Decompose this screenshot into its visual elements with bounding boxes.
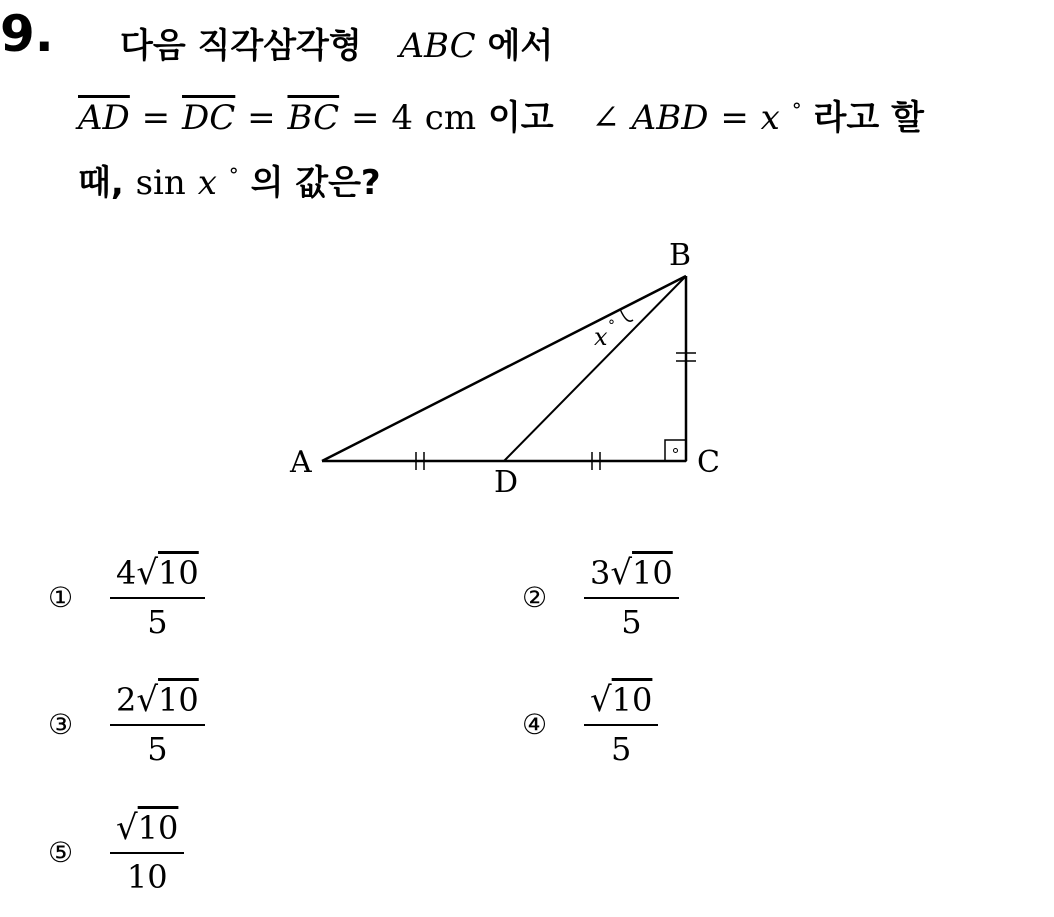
radicand: 10 — [158, 554, 199, 592]
variable-x: x — [760, 98, 780, 138]
choice-fraction — [110, 680, 205, 768]
denominator: 5 — [621, 603, 642, 641]
sqrt-icon: √ — [610, 553, 633, 593]
triangle-name: ABC — [399, 26, 476, 66]
right-angle-mark — [665, 440, 686, 461]
segment-dc: $\overline{DC}$ — [182, 98, 236, 138]
vertex-label-a: A — [290, 445, 312, 480]
sqrt-icon: √ — [136, 680, 159, 720]
coefficient: 2 — [116, 681, 137, 719]
coefficient: 3 — [590, 554, 611, 592]
radicand: 10 — [611, 681, 653, 719]
angle-label-degree: ° — [608, 318, 615, 334]
radicand: 10 — [632, 554, 673, 592]
right-angle-dot — [674, 449, 678, 453]
sqrt-icon: √ — [116, 808, 138, 848]
radicand: 10 — [158, 681, 199, 719]
choice-marker: ③ — [48, 707, 74, 741]
equals-sign: = — [141, 98, 171, 138]
side-ab — [322, 276, 686, 461]
choice-1[interactable] — [48, 553, 205, 641]
denominator: 5 — [147, 730, 168, 768]
segment-bd — [504, 276, 686, 461]
choice-fraction — [110, 553, 205, 641]
choice-marker: ④ — [522, 707, 548, 741]
vertex-label-b: B — [669, 238, 692, 273]
ask-prefix: 때, — [78, 163, 124, 203]
denominator: 5 — [611, 730, 632, 768]
equals-sign: = — [247, 98, 276, 138]
length-unit: cm — [424, 98, 477, 138]
vertex-label-c: C — [697, 445, 720, 480]
choice-marker: ① — [48, 580, 74, 614]
segment-ad: $\overline{AD}$ — [78, 98, 130, 138]
condition-word: 이고 — [487, 98, 554, 138]
degree-symbol: ° — [791, 98, 802, 122]
equals-sign: = — [720, 98, 749, 138]
choice-fraction — [110, 808, 184, 896]
choice-fraction — [584, 680, 658, 768]
sqrt-icon: √ — [136, 553, 159, 593]
choice-marker: ⑤ — [48, 835, 74, 869]
sqrt-icon: √ — [590, 680, 612, 720]
degree-symbol: ° — [228, 163, 239, 187]
choice-fraction — [584, 553, 679, 641]
sin-function: sin — [135, 163, 186, 203]
angle-name: ABD — [631, 98, 709, 138]
condition-end: 라고 할 — [813, 98, 924, 138]
equals-sign: = — [350, 98, 380, 138]
choice-2[interactable] — [522, 553, 679, 641]
coefficient: 4 — [116, 554, 137, 592]
segment-bc: $\overline{BC}$ — [287, 98, 340, 138]
vertex-label-d: D — [494, 465, 519, 500]
angle-arc — [620, 309, 633, 321]
length-value: 4 — [391, 98, 413, 138]
question-number: 9. — [0, 5, 54, 63]
question-intro-end: 에서 — [487, 26, 554, 66]
choice-4[interactable] — [522, 680, 658, 768]
variable-x: x — [197, 163, 217, 203]
ask-suffix: 의 값은? — [250, 163, 381, 203]
denominator: 5 — [147, 603, 168, 641]
choice-marker: ② — [522, 580, 548, 614]
angle-symbol: ∠ — [591, 98, 620, 138]
denominator: 10 — [126, 858, 168, 896]
angle-label-x: x — [594, 323, 608, 351]
radicand: 10 — [137, 809, 179, 847]
question-intro: 다음 직각삼각형 — [120, 26, 362, 66]
choice-3[interactable] — [48, 680, 205, 768]
choice-5[interactable] — [48, 808, 184, 896]
